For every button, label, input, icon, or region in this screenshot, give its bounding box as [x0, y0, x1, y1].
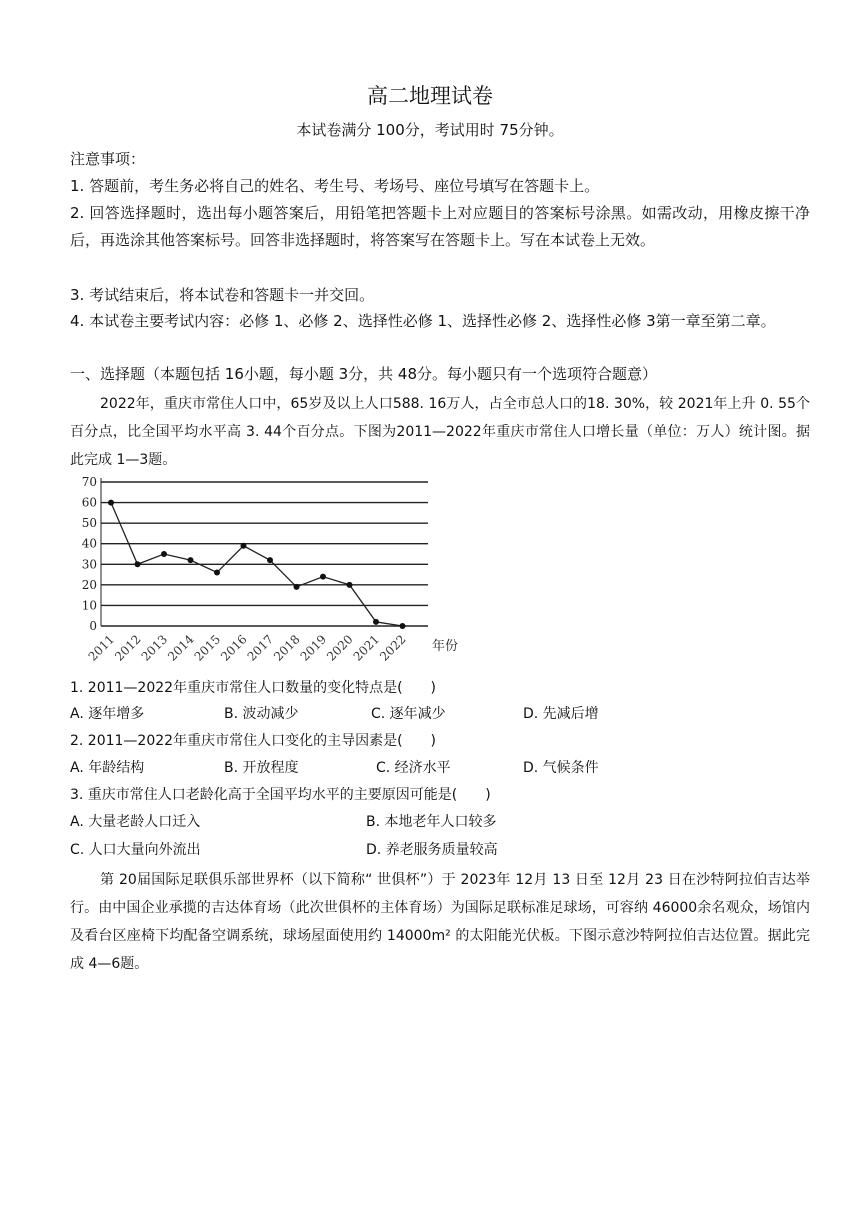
- q1-option-c: C. 逐年减少: [371, 706, 446, 722]
- q3-option-d: D. 养老服务质量较高: [366, 842, 498, 858]
- y-tick-label: 0: [89, 619, 97, 633]
- passage-club-world-cup: 第 20届国际足联俱乐部世界杯（以下简称“ 世俱杯”）于 2023年 12月 13 日至 12月 23 日在沙特阿拉伯吉达举行。由中国企业承揽的吉达体育场（此次世俱杯的主体育场）为国际足联标准足球场，可容纳 46000余名观众，场馆内及看台区座椅下均配备空调系统，球场屋面使用约 14000m² 的太阳能光伏板。下图示意沙特阿拉伯吉达位置。据此完成 4—6题。: [70, 872, 810, 972]
- data-point: [108, 500, 114, 506]
- y-tick-label: 60: [81, 495, 97, 510]
- section-heading: 一、选择题（本题包括 16小题，每小题 3分，共 48分。每小题只有一个选项符合题意）: [70, 365, 658, 383]
- q1-option-b: B. 波动减少: [224, 706, 299, 722]
- exam-info: 本试卷满分 100分，考试用时 75分钟。: [296, 121, 564, 139]
- data-point: [400, 623, 406, 629]
- y-tick-label: 50: [81, 516, 97, 531]
- y-tick-label: 20: [81, 577, 97, 592]
- data-point: [241, 543, 247, 549]
- x-tick-label: 2014: [165, 632, 197, 664]
- data-point: [347, 582, 353, 588]
- q2-option-a: A. 年龄结构: [70, 760, 145, 776]
- data-point: [267, 557, 273, 563]
- question-1-stem: 1. 2011—2022年重庆市常住人口数量的变化特点是( ): [70, 680, 436, 696]
- data-point: [214, 570, 220, 576]
- x-axis-label: 年份: [432, 639, 459, 654]
- y-tick-label: 30: [81, 557, 97, 572]
- q2-option-b: B. 开放程度: [224, 760, 299, 776]
- q3-option-b: B. 本地老年人口较多: [366, 814, 497, 830]
- x-tick-label: 2011: [85, 632, 118, 664]
- data-point: [320, 574, 326, 580]
- x-tick-label: 2021: [350, 632, 383, 664]
- q2-option-d: D. 气候条件: [523, 760, 599, 776]
- x-tick-label: 2015: [191, 632, 224, 664]
- notice-item: 3. 考试结束后，将本试卷和答题卡一并交回。: [70, 286, 375, 304]
- notice-item: 1. 答题前，考生务必将自己的姓名、考生号、考场号、座位号填写在答题卡上。: [70, 177, 600, 195]
- notice-item: 4. 本试卷主要考试内容：必修 1、必修 2、选择性必修 1、选择性必修 2、选择性必修 3第一章至第二章。: [70, 312, 776, 330]
- y-tick-label: 40: [81, 536, 97, 551]
- data-point: [135, 561, 141, 567]
- question-3-stem: 3. 重庆市常住人口老龄化高于全国平均水平的主要原因可能是( ): [70, 787, 491, 803]
- x-tick-label: 2018: [271, 632, 303, 664]
- question-2-stem: 2. 2011—2022年重庆市常住人口变化的主导因素是( ): [70, 733, 436, 749]
- x-tick-label: 2022: [377, 632, 409, 664]
- y-tick-label: 70: [81, 475, 97, 489]
- q1-option-d: D. 先减后增: [523, 706, 599, 722]
- q2-option-c: C. 经济水平: [376, 760, 451, 776]
- notice-item: 2. 回答选择题时，选出每小题答案后，用铅笔把答题卡上对应题目的答案标号涂黑。如需改动，用橡皮擦干净后，再选涂其他答案标号。回答非选择题时，将答案写在答题卡上。写在本试卷上无效。: [70, 204, 810, 249]
- data-point: [161, 551, 167, 557]
- q3-option-a: A. 大量老龄人口迁入: [70, 814, 201, 830]
- page-title: 高二地理试卷: [367, 84, 493, 108]
- data-point: [373, 619, 379, 625]
- x-tick-label: 2017: [244, 632, 277, 664]
- q3-option-c: C. 人口大量向外流出: [70, 842, 201, 858]
- passage-population: 2022年，重庆市常住人口中，65岁及以上人口588. 16万人，占全市总人口的18. 30%，较 2021年上升 0. 55个百分点，比全国平均水平高 3. 44个百分点。下图为2011—2022年重庆市常住人口增长量（单位：万人）统计图。据此完成 1—3题。: [70, 396, 810, 468]
- population-growth-chart: [68, 470, 468, 670]
- data-point: [188, 557, 194, 563]
- q1-option-a: A. 逐年增多: [70, 706, 145, 722]
- x-tick-label: 2016: [218, 632, 250, 664]
- x-tick-label: 2020: [324, 632, 356, 664]
- x-tick-label: 2013: [138, 632, 171, 664]
- x-tick-label: 2019: [297, 632, 330, 664]
- y-tick-label: 10: [81, 598, 97, 613]
- x-tick-label: 2012: [112, 632, 144, 664]
- notice-heading: 注意事项：: [70, 150, 146, 168]
- data-point: [294, 584, 300, 590]
